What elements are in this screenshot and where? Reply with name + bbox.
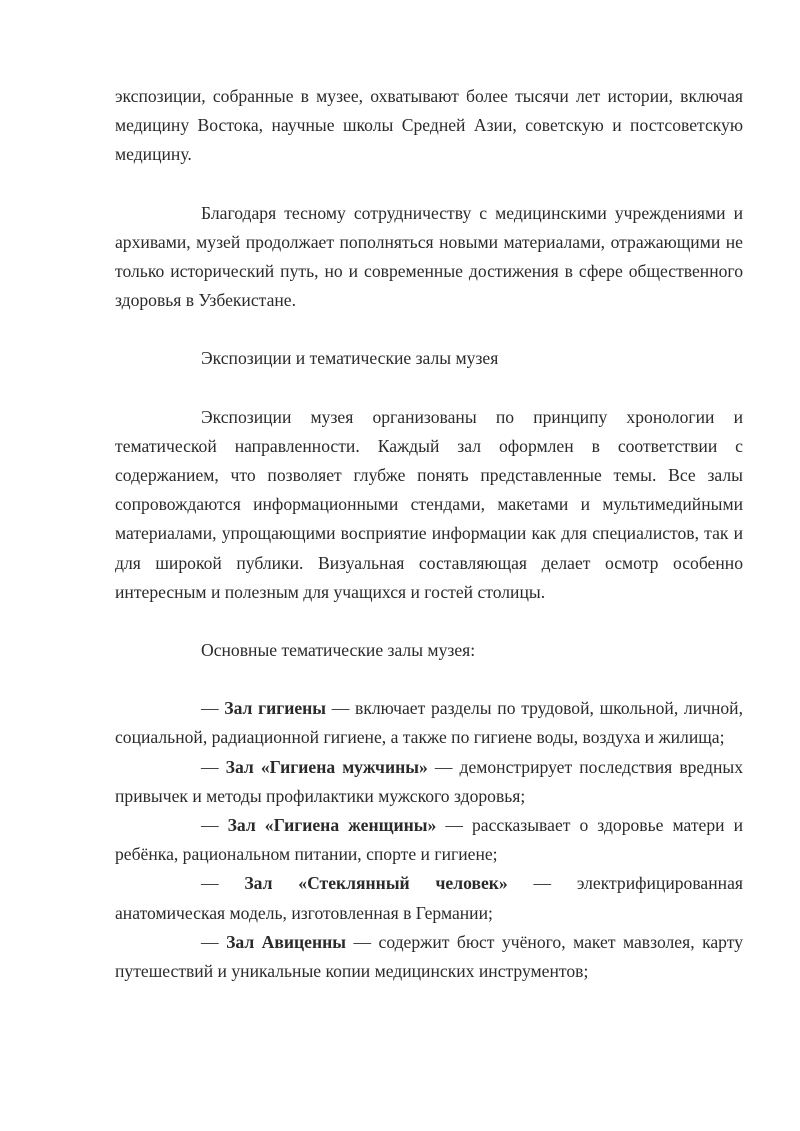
list-dash: — <box>201 815 228 836</box>
list-item-hall-avicenna <box>115 928 743 986</box>
hall-name: Зал «Стеклянный человек» <box>244 873 508 894</box>
hall-description: — содержит бюст учёного, макет мавзолея, карту путешествий и уникальные копии медицинских инструментов; <box>115 931 743 982</box>
hall-description: — электрифицированная анатомическая модель, изготовленная в Германии; <box>115 873 743 923</box>
list-dash: — <box>201 931 227 952</box>
list-item-hall-women <box>115 811 743 869</box>
hall-name: Зал гигиены <box>224 698 327 719</box>
hall-description: — демонстрирует последствия вредных привычек и методы профилактики мужского здоровья; <box>115 756 743 806</box>
list-item-hall-men <box>115 753 743 811</box>
hall-description: — рассказывает о здоровье матери и ребёнка, рациональном питании, спорте и гигиене; <box>115 815 743 865</box>
document-page <box>115 82 743 986</box>
paragraph-expositions: Экспозиции музея организованы по принципу хронологии и тематической направленности. Каждый зал оформлен в соответствии с содержанием, что позволяет глубже понять представленные темы. Все залы сопровождаются информационными стендами, макетами и мультимедийными материалами, упрощающими восприятие информации как для специалистов, так и для широкой публики. Визуальная составляющая делает осмотр особенно интересным и полезным для учащихся и гостей столицы. <box>115 406 743 602</box>
list-dash: — <box>201 756 226 777</box>
halls-list <box>115 694 743 986</box>
hall-name: Зал «Гигиена женщины» <box>227 815 437 836</box>
hall-name: Зал Авиценны <box>226 931 346 952</box>
hall-name: Зал «Гигиена мужчины» <box>225 756 428 777</box>
paragraph-intro-continuation: экспозиции, собранные в музее, охватывают более тысячи лет истории, включая медицину Востока, научные школы Средней Азии, советскую и постсоветскую медицину. <box>115 86 743 165</box>
list-item-hall-hygiene <box>115 694 743 752</box>
list-dash: — <box>201 873 245 894</box>
paragraph-cooperation: Благодаря тесному сотрудничеству с медицинскими учреждениями и архивами, музей продолжает пополняться новыми материалами, отражающими не только исторический путь, но и современные достижения в сфере общественного здоровья в Узбекистане. <box>115 202 743 311</box>
section-heading: Экспозиции и тематические залы музея <box>201 348 499 369</box>
hall-description: — включает разделы по трудовой, школьной, личной, социальной, радиационной гигиене, а также по гигиене воды, воздуха и жилища; <box>115 698 743 748</box>
list-intro: Основные тематические залы музея: <box>201 640 476 661</box>
list-dash: — <box>201 698 225 719</box>
list-item-hall-glass-man <box>115 869 743 927</box>
